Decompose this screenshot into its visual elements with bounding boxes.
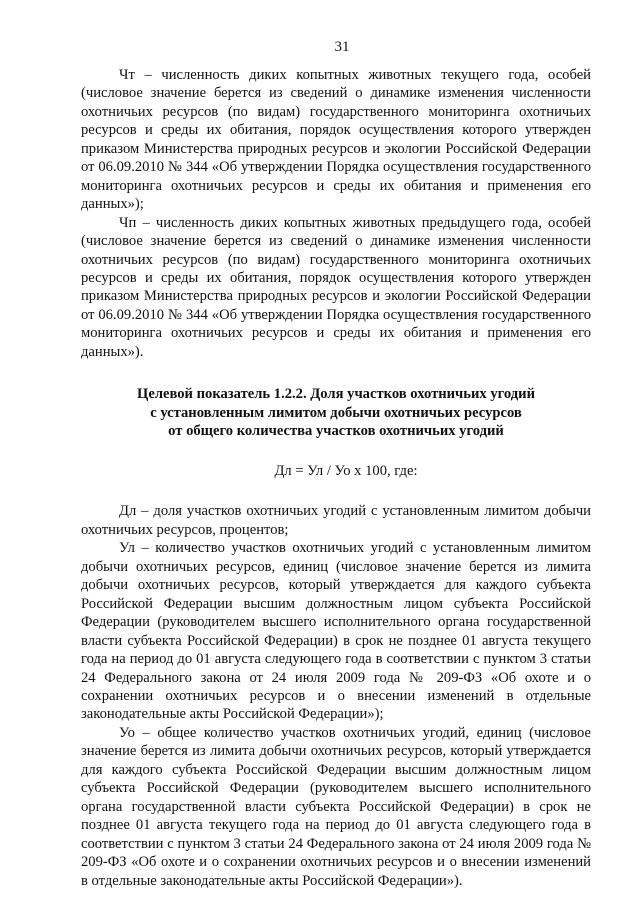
page-number: 31 <box>334 39 350 55</box>
formula: Дл = Ул / Уо x 100, где: <box>274 463 418 480</box>
section-heading-line-2: с установленным лимитом добычи охотничьих ресурсов <box>150 404 522 421</box>
paragraph-ul-definition: Ул – количество участков охотничьих угодий с установленным лимитом добычи охотничьих ресурсов, единиц (числовое значение берется из лимита добычи охотничьих ресурсов, который утверждается для каждого субъекта Российской Федерации высшим должностным лицом субъекта Российской Федерации (руководителем высшего исполнительного органа государственной власти субъекта Российской Федерации) в срок не позднее 01 августа текущего года на период до 01 августа следующего года в соответствии с пунктом 3 статьи 24 Федерального закона от 24 июля 2009 года № 209-ФЗ «Об охоте и о сохранении охотничьих ресурсов и о внесении изменений в отдельные законодательные акты Российской Федерации»); <box>81 540 591 723</box>
paragraph-chp-definition: Чп – численность диких копытных животных предыдущего года, особей (числовое значение берется из сведений о динамике изменения численности охотничьих ресурсов (по видам) государственного мониторинга охотничьих ресурсов и среды их обитания, порядок осуществления которого утвержден приказом Министерства природных ресурсов и экологии Российской Федерации от 06.09.2010 № 344 «Об утверждении Порядка осуществления государственного мониторинга охотничьих ресурсов и среды их обитания и применения его данных»). <box>81 214 591 360</box>
paragraph-uo-definition: Уо – общее количество участков охотничьих угодий, единиц (числовое значение берется из лимита добычи охотничьих ресурсов, который утверждается для каждого субъекта Российской Федерации высшим должностным лицом субъекта Российской Федерации (руководителем высшего исполнительного органа государственной власти субъекта Российской Федерации) в срок не позднее 01 августа текущего года на период до 01 августа следующего года в соответствии с пунктом 3 статьи 24 Федерального закона от 24 июля 2009 года № 209-ФЗ «Об охоте и о сохранении охотничьих ресурсов и о внесении изменений в отдельные законодательные акты Российской Федерации»). <box>81 724 591 889</box>
section-heading <box>81 385 591 440</box>
section-heading-line-3: от общего количества участков охотничьих угодий <box>168 423 504 440</box>
section-heading-line-1: Целевой показатель 1.2.2. Доля участков охотничьих угодий <box>136 386 535 403</box>
paragraph-cht-definition: Чт – численность диких копытных животных текущего года, особей (числовое значение берется из сведений о динамике изменения численности охотничьих ресурсов (по видам) государственного мониторинга охотничьих ресурсов и среды их обитания, порядок осуществления которого утвержден приказом Министерства природных ресурсов и экологии Российской Федерации от 06.09.2010 № 344 «Об утверждении Порядка осуществления государственного мониторинга охотничьих ресурсов и среды их обитания и применения его данных»); <box>81 67 591 213</box>
paragraph-dl-definition: Дл – доля участков охотничьих угодий с установленным лимитом добычи охотничьих ресурсов, процентов; <box>81 503 591 538</box>
